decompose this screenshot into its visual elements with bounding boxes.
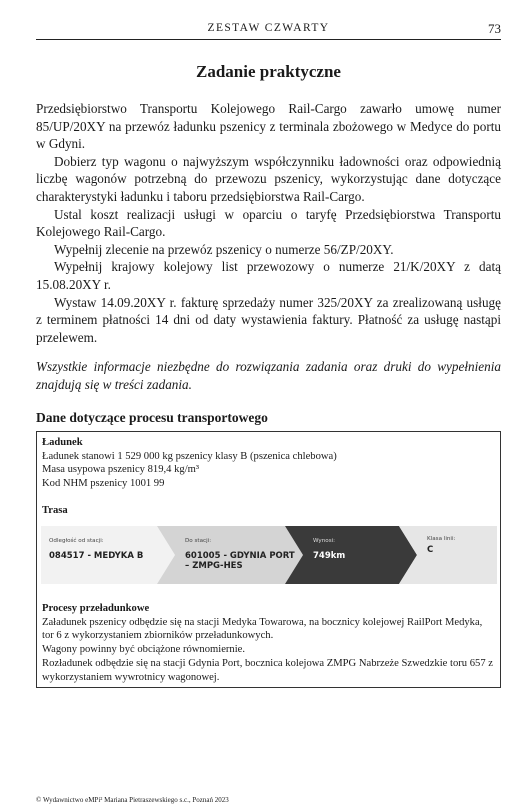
page-number: 73 — [488, 21, 501, 36]
paragraph-1: Przedsiębiorstwo Transportu Kolejowego Rail-Cargo zawarło umowę numer 85/UP/20XY na przewóz ładunku pszenicy z terminala zbożowego w Medyce do portu w Gdyni. — [36, 101, 501, 152]
paragraph-2: Dobierz typ wagonu o najwyższym współczynniku ładowności oraz odpowiednią liczbę wagonów potrzebną do przewozu pszenicy, wykorzystując dane dotyczące charakterystyki ładunku i taboru przedsiębiorstwa Rail-Cargo. — [36, 153, 501, 204]
route-origin-value: 084517 - MEDYKA B — [49, 551, 144, 561]
process-line: Rozładunek odbędzie się na stacji Gdynia Port, bocznica kolejowa ZMPG Nabrzeże Szwedzkie toru 657 z wykorzystaniem wywrotnicy wagonowej. — [42, 657, 493, 683]
route-segment-line-class — [419, 526, 495, 584]
task-note: Wszystkie informacje niezbędne do rozwiązania zadania oraz druki do wypełnienia znajdują się w treści zadania. — [36, 359, 501, 392]
copyright-footer: © Wydawnictwo eMPi² Mariana Pietraszewskiego s.c., Poznań 2023 — [36, 796, 229, 804]
process-line: Załadunek pszenicy odbędzie się na stacji Medyka Towarowa, na bocznicy kolejowej RailPort Medyka, tor 6 z wykorzystaniem zbiorników przeładunkowych. — [42, 616, 483, 642]
page-title: Zadanie praktyczne — [196, 62, 341, 81]
process-line: Wagony powinny być obciążone równomiernie. — [42, 644, 246, 656]
route-line-class-label: Klasa linii: — [427, 536, 456, 542]
route-destination-value: 601005 - GDYNIA PORT – ZMPG-HES — [185, 551, 295, 571]
cargo-line: Ładunek stanowi 1 529 000 kg pszenicy klasy B (pszenica chlebowa) — [42, 450, 337, 462]
route-origin-label: Odległość od stacji: — [49, 538, 104, 544]
route-diagram — [41, 526, 497, 584]
route-segment-distance — [305, 526, 401, 584]
route-heading: Trasa — [42, 505, 68, 516]
section-title: Dane dotyczące procesu transportowego — [36, 410, 268, 425]
running-title: ZESTAW CZWARTY — [207, 22, 330, 34]
paragraph-5: Wypełnij krajowy kolejowy list przewozowy o numerze 21/K/20XY z datą 15.08.20XY r. — [36, 259, 501, 292]
route-segment-origin — [41, 526, 157, 584]
cargo-heading: Ładunek — [42, 437, 83, 448]
route-distance-label: Wynosi: — [313, 538, 336, 544]
paragraph-4: Wypełnij zlecenie na przewóz pszenicy o numerze 56/ZP/20XY. — [54, 241, 394, 257]
cargo-section — [42, 436, 495, 490]
route-destination-label: Do stacji: — [185, 538, 212, 544]
paragraph-3: Ustal koszt realizacji usługi w oparciu o taryfę Przedsiębiorstwa Transportu Kolejowego Rail-Cargo. — [36, 206, 501, 240]
handling-process-section — [42, 602, 495, 684]
task-description — [36, 100, 501, 394]
cargo-line: Masa usypowa pszenicy 819,4 kg/m³ — [42, 464, 200, 476]
route-line-class-value: C — [427, 545, 434, 555]
process-heading: Procesy przeładunkowe — [42, 603, 150, 614]
running-header — [36, 18, 501, 40]
transport-data-box — [36, 431, 501, 688]
route-distance-value: 749km — [313, 551, 346, 561]
route-segment-destination — [177, 526, 295, 584]
cargo-line: Kod NHM pszenicy 1001 99 — [42, 477, 165, 489]
paragraph-6: Wystaw 14.09.20XY r. fakturę sprzedaży numer 325/20XY za zrealizowaną usługę z terminem płatności 14 dni od daty wystawienia faktury. Płatność za usługę nastąpi przelewem. — [36, 294, 501, 345]
